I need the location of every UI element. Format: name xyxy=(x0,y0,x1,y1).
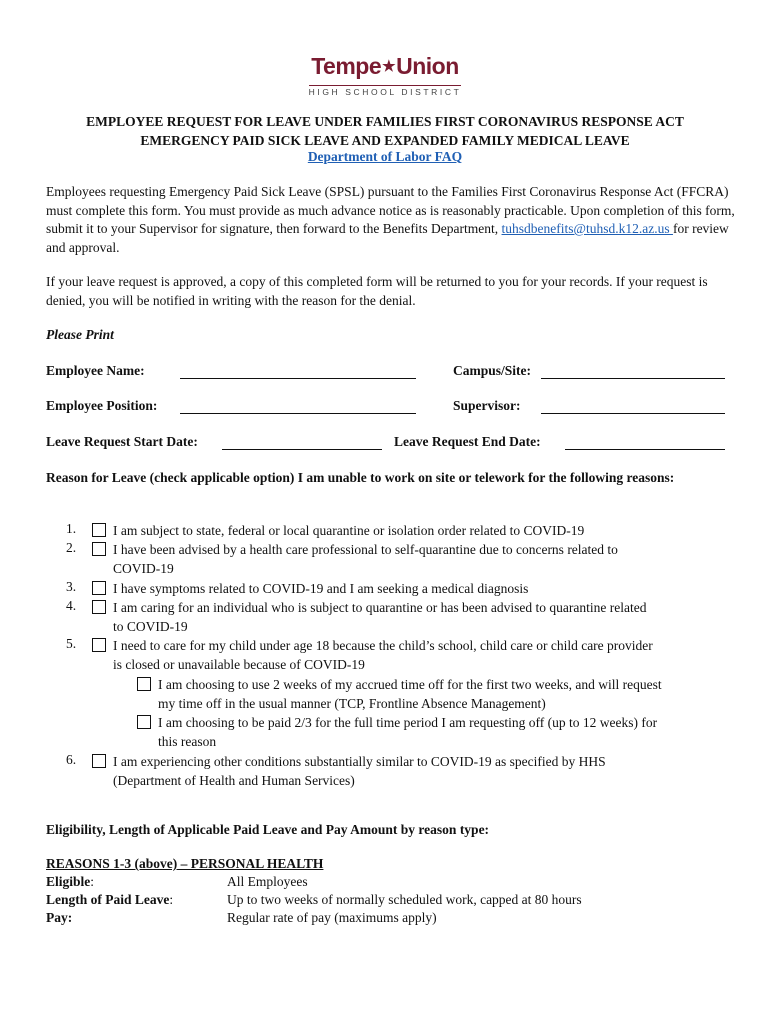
intro-paragraph xyxy=(46,183,736,257)
reason-number: 4. xyxy=(66,598,77,613)
end-date-field[interactable] xyxy=(565,435,725,450)
campus-site-field[interactable] xyxy=(541,364,725,379)
logo-name-left: Tempe xyxy=(311,53,382,79)
reason-1-text xyxy=(113,521,584,540)
reason-line: I am experiencing other conditions substantially similar to COVID-19 as specified by HHS xyxy=(113,754,606,769)
reason-line: COVID-19 xyxy=(113,561,174,576)
employee-name-field[interactable] xyxy=(180,364,416,379)
reason-line: I have symptoms related to COVID-19 and I am seeking a medical diagnosis xyxy=(113,581,529,596)
reason-6-checkbox[interactable] xyxy=(92,754,106,768)
option-line: I am choosing to use 2 weeks of my accrued time off for the first two weeks, and will request xyxy=(158,677,662,692)
end-date-label: Leave Request End Date: xyxy=(394,434,541,449)
option-line: this reason xyxy=(158,734,217,749)
employee-position-field[interactable] xyxy=(180,399,416,414)
start-date-field[interactable] xyxy=(222,435,382,450)
logo-name-right: Union xyxy=(396,53,459,79)
district-logo xyxy=(300,54,470,100)
accrued-time-checkbox[interactable] xyxy=(137,677,151,691)
form-title-line1: EMPLOYEE REQUEST FOR LEAVE UNDER FAMILIES FIRST CORONAVIRUS RESPONSE ACT xyxy=(86,114,684,129)
length-colon: : xyxy=(169,892,174,907)
reason-1-checkbox[interactable] xyxy=(92,523,106,537)
pay-value: Regular rate of pay (maximums apply) xyxy=(227,910,437,925)
reason-number: 6. xyxy=(66,752,77,767)
reason-number: 2. xyxy=(66,540,77,555)
reason-line: is closed or unavailable because of COVID-19 xyxy=(113,657,365,672)
reason-line: to COVID-19 xyxy=(113,619,188,634)
reason-5-text xyxy=(113,636,653,674)
logo-subtitle: HIGH SCHOOL DISTRICT xyxy=(308,87,462,97)
reason-2-checkbox[interactable] xyxy=(92,542,106,556)
reasons-1-3-heading: REASONS 1-3 (above) – PERSONAL HEALTH xyxy=(46,856,324,871)
reason-3-text xyxy=(113,579,528,598)
reason-line: I have been advised by a health care professional to self-quarantine due to concerns related to xyxy=(113,542,618,557)
eligible-label xyxy=(46,874,94,890)
employee-name-label: Employee Name: xyxy=(46,363,145,378)
two-thirds-pay-text xyxy=(158,713,657,751)
pay-label: Pay: xyxy=(46,910,73,925)
please-print-note: Please Print xyxy=(46,327,114,342)
eligible-value: All Employees xyxy=(227,874,308,889)
reason-4-checkbox[interactable] xyxy=(92,600,106,614)
length-value: Up to two weeks of normally scheduled work, capped at 80 hours xyxy=(227,892,582,907)
option-line: I am choosing to be paid 2/3 for the full time period I am requesting off (up to 12 weeks) for xyxy=(158,715,658,730)
dol-faq-link[interactable]: Department of Labor FAQ xyxy=(307,149,463,164)
intro-tail: for review and approval. xyxy=(46,221,729,255)
benefits-email-link[interactable]: tuhsdbenefits@tuhsd.k12.az.us xyxy=(501,221,673,236)
two-thirds-pay-checkbox[interactable] xyxy=(137,715,151,729)
length-label-text: Length of Paid Leave xyxy=(46,892,170,907)
reason-heading: Reason for Leave (check applicable option) I am unable to work on site or telework for the following reasons: xyxy=(46,470,675,485)
intro-text: Employees requesting Emergency Paid Sick Leave (SPSL) pursuant to the Families First Coronavirus Response Act (FFCRA) must complete this form. You must provide as much advance notice as is reasonably practicable. Upon completion of this form, submit it to your Supervisor for signature, then forward to the Benefits Department, xyxy=(46,184,735,236)
approval-paragraph: If your leave request is approved, a copy of this completed form will be returned to you for your records. If your request is denied, you will be notified in writing with the reason for the denial. xyxy=(46,274,708,308)
supervisor-label: Supervisor: xyxy=(453,398,521,413)
campus-site-label: Campus/Site: xyxy=(453,363,532,378)
reason-number: 5. xyxy=(66,636,77,651)
reason-5-checkbox[interactable] xyxy=(92,638,106,652)
supervisor-field[interactable] xyxy=(541,399,725,414)
reason-number: 1. xyxy=(66,521,77,536)
eligible-label-text: Eligible xyxy=(46,874,91,889)
eligibility-heading: Eligibility, Length of Applicable Paid Leave and Pay Amount by reason type: xyxy=(46,822,490,837)
reason-2-text xyxy=(113,540,618,578)
reason-line: I am caring for an individual who is subject to quarantine or has been advised to quarantine related xyxy=(113,600,647,615)
reason-4-text xyxy=(113,598,646,636)
reason-line: I need to care for my child under age 18 because the child’s school, child care or child care provider xyxy=(113,638,653,653)
accrued-time-text xyxy=(158,675,662,713)
employee-position-label: Employee Position: xyxy=(46,398,158,413)
logo-wordmark xyxy=(300,54,470,82)
start-date-label: Leave Request Start Date: xyxy=(46,434,198,449)
star-icon: ★ xyxy=(382,58,396,75)
eligible-colon: : xyxy=(90,874,95,889)
reason-line: (Department of Health and Human Services) xyxy=(113,773,355,788)
reason-line: I am subject to state, federal or local quarantine or isolation order related to COVID-19 xyxy=(113,523,585,538)
reason-3-checkbox[interactable] xyxy=(92,581,106,595)
reason-6-text xyxy=(113,752,606,790)
form-title-line2: EMERGENCY PAID SICK LEAVE AND EXPANDED FAMILY MEDICAL LEAVE xyxy=(140,133,630,148)
length-label xyxy=(46,892,173,908)
option-line: my time off in the usual manner (TCP, Frontline Absence Management) xyxy=(158,696,546,711)
reason-number: 3. xyxy=(66,579,77,594)
